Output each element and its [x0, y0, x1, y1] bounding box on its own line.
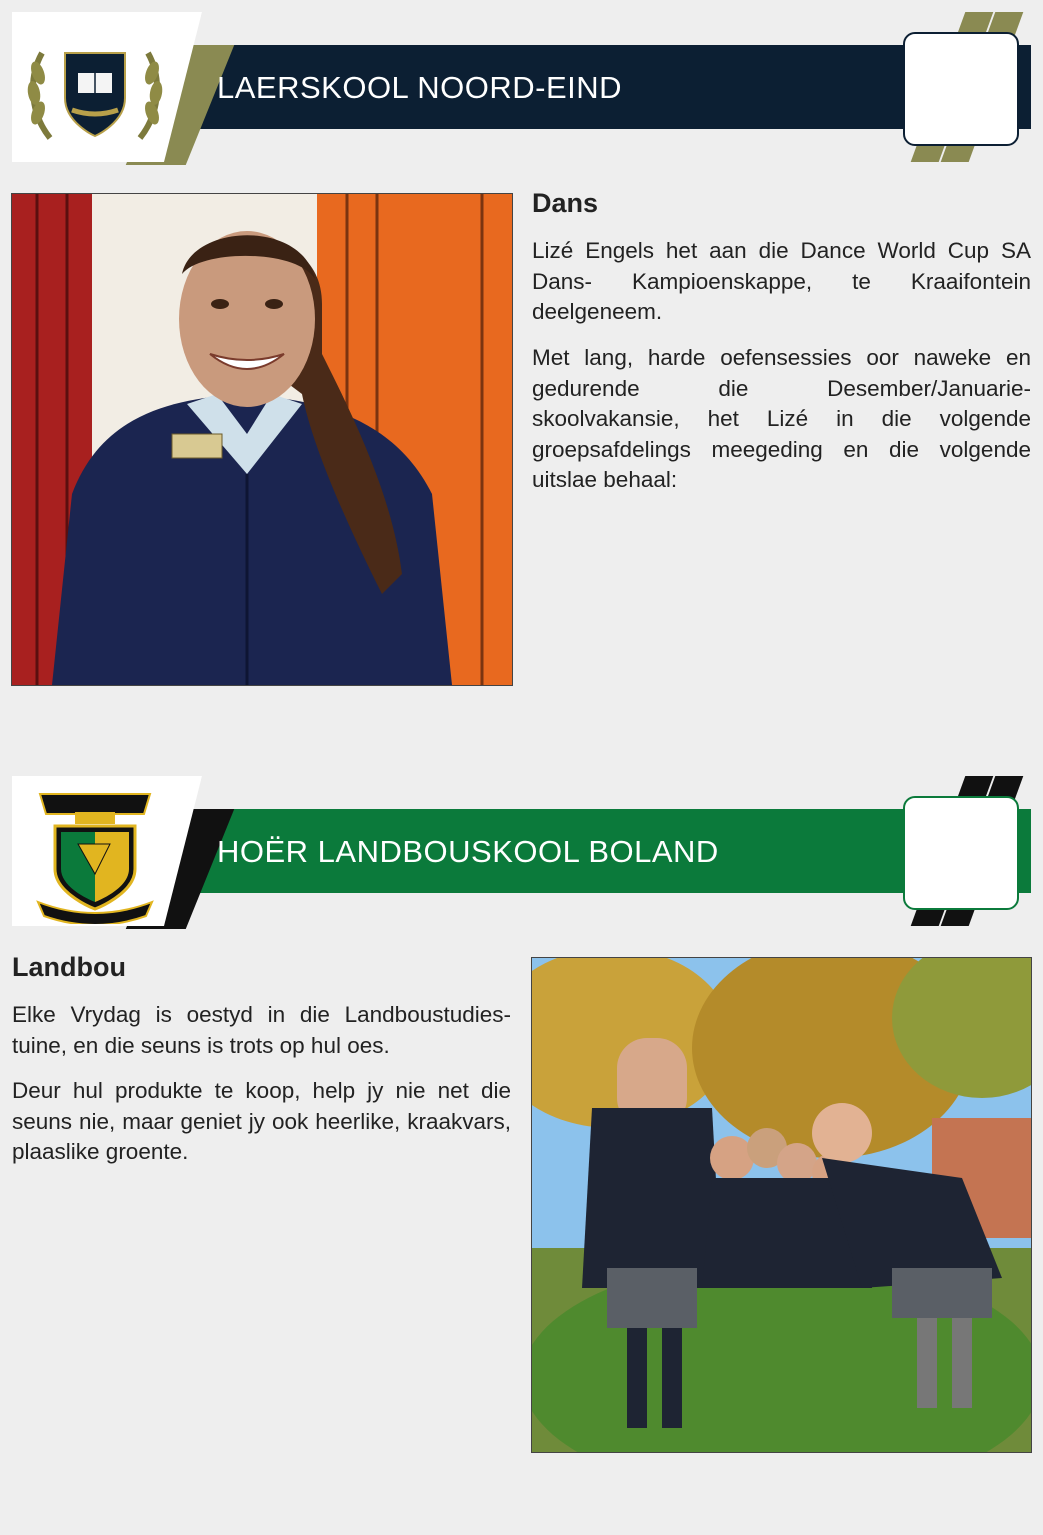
article-paragraph: Met lang, harde oefensessies oor naweke en gedurende die Desember/Januarie-skoolvakansie, het Lizé in die volgende groepsafdelings meegeding en die volgende uitslae behaal:: [532, 345, 1031, 492]
school-crest-icon: [20, 18, 170, 158]
article-paragraph: Lizé Engels het aan die Dance World Cup SA Dans- Kampioenskappe, te Kraaifontein deelgeneem.: [532, 238, 1031, 324]
section-noord-eind: [0, 12, 1043, 712]
article-paragraph: Deur hul produkte te koop, help jy nie net die seuns nie, maar geniet jy ook heerlike, kraakvars, plaaslike groente.: [12, 1078, 511, 1164]
article-paragraph: Elke Vrydag is oestyd in die Landboustudies-tuine, en die seuns is trots op hul oes.: [12, 1002, 511, 1058]
article-heading: Landbou: [12, 952, 126, 982]
student-photo: [11, 193, 513, 686]
page-number-box: [903, 796, 1019, 910]
banner-title: HOËR LANDBOUSKOOL BOLAND: [217, 834, 719, 869]
students-garden-photo: [531, 957, 1032, 1453]
section-landbouskool-boland: [0, 776, 1043, 1476]
school-crest-icon: [20, 784, 170, 924]
article-heading: Dans: [532, 188, 599, 218]
banner-title: LAERSKOOL NOORD-EIND: [217, 70, 623, 105]
page-number-box: [903, 32, 1019, 146]
